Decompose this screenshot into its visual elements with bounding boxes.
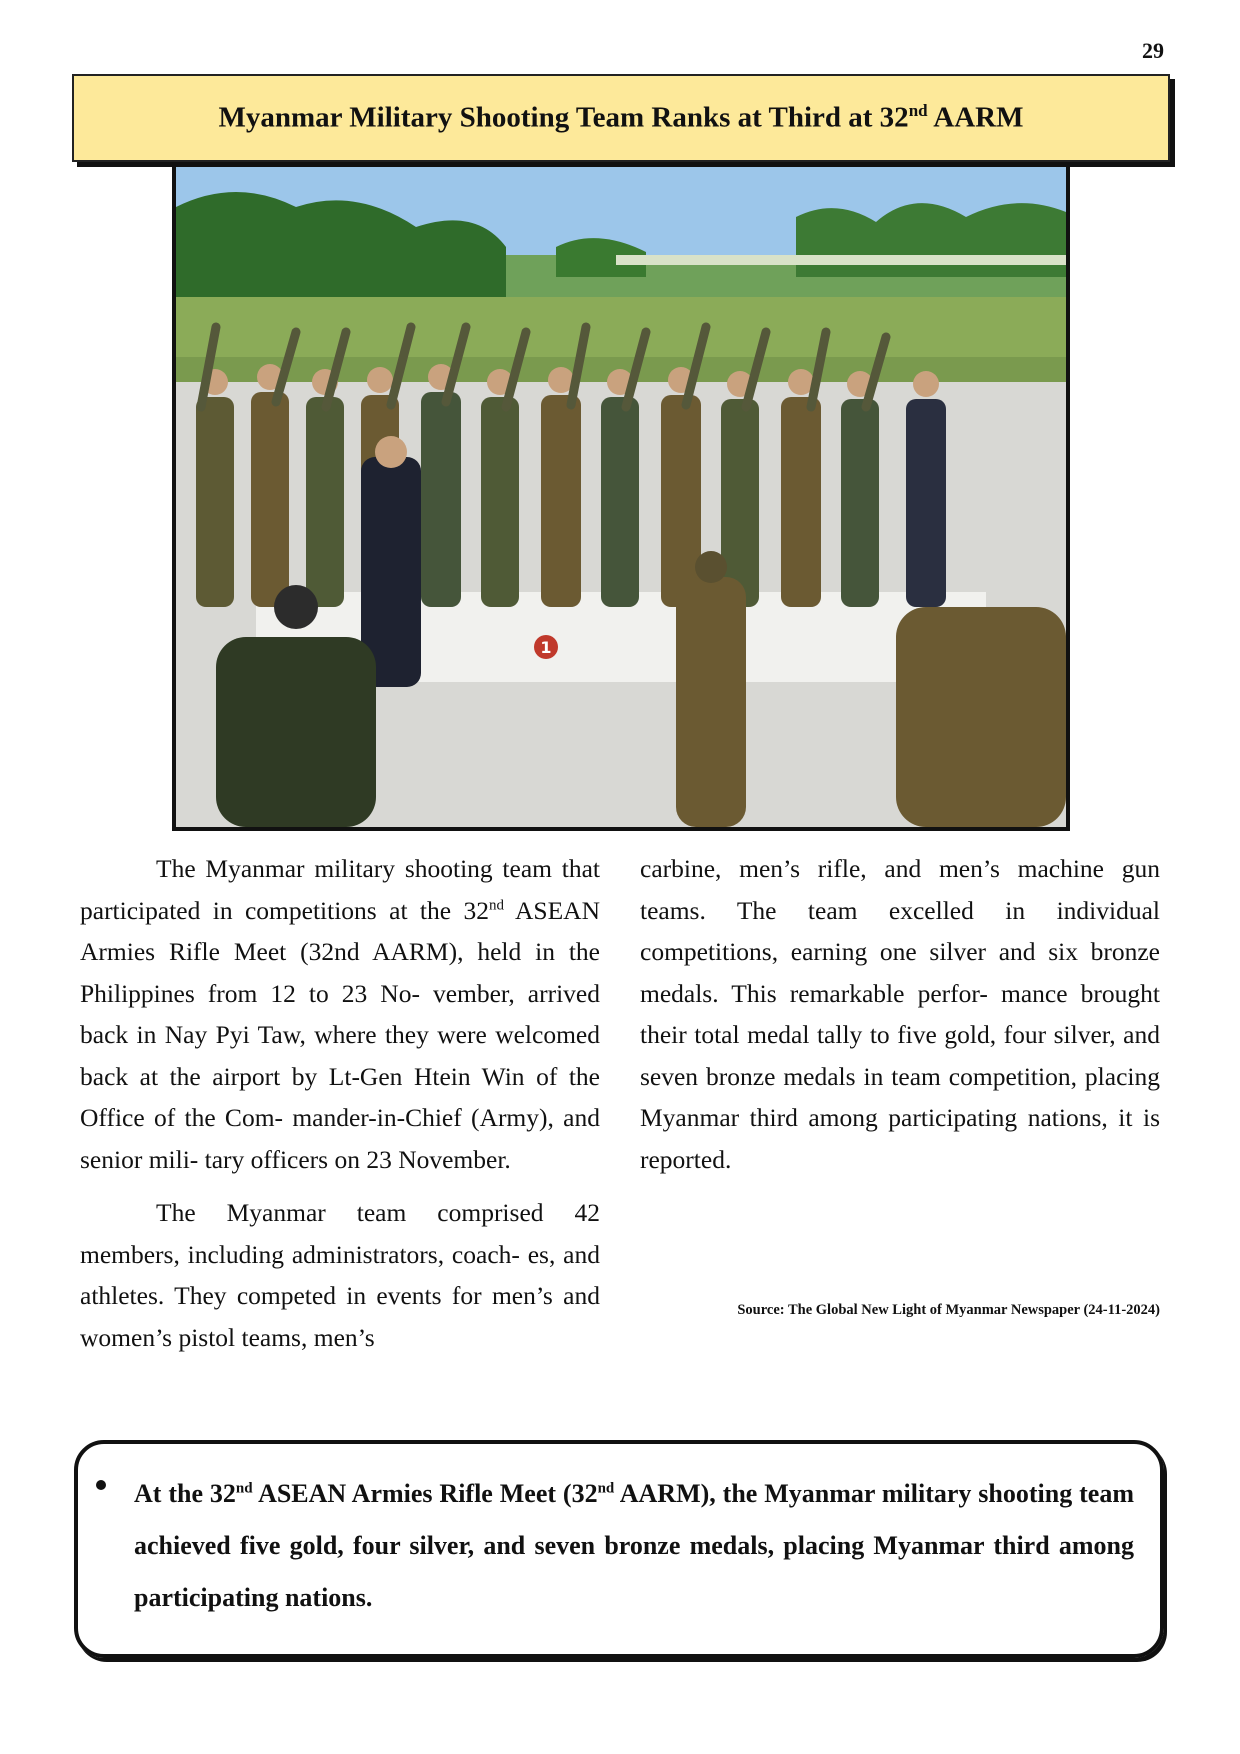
article-paragraph-3: carbine, men’s rifle, and men’s machine gun teams. The team excelled in individual competitions, earning one silver and six bronze medals. This remarkable perfor- mance brought their total medal tally to five gold, four silver, and seven bronze medals in team competition, placing Myanmar third among participating nations, it is reported. — [640, 854, 1160, 1174]
summary-point: At the 32nd ASEAN Armies Rifle Meet (32nd AARM), the Myanmar military shooting team achieved five gold, four silver, and seven bronze medals, placing Myanmar third among participating nations. — [134, 1479, 1134, 1612]
summary-box — [74, 1440, 1164, 1658]
article-title-banner — [72, 74, 1170, 162]
svg-text:1: 1 — [540, 638, 552, 657]
article-paragraph-2: The Myanmar team comprised 42 members, including administrators, coach- es, and athletes. They competed in events for men’s and women’s pistol teams, men’s — [80, 1198, 600, 1352]
photo-ceremony-icon — [176, 167, 1066, 827]
article-paragraph-1: The Myanmar military shooting team that participated in competitions at the 32nd ASEAN Armies Rifle Meet (32nd AARM), held in the Philippines from 12 to 23 No- vember, arrived back in Nay Pyi Taw, where they were welcomed back at the airport by Lt-Gen Htein Win of the Office of the Com- mander-in-Chief (Army), and senior mili- tary officers on 23 November. — [80, 854, 600, 1174]
article-column-left — [80, 848, 600, 1358]
article-column-right — [640, 848, 1160, 1180]
source-citation: Source: The Global New Light of Myanmar Newspaper (24-11-2024) — [737, 1302, 1160, 1318]
article-title: Myanmar Military Shooting Team Ranks at Third at 32nd AARM — [218, 101, 1024, 134]
bullet-icon — [96, 1480, 106, 1490]
page-number: 29 — [1142, 38, 1164, 63]
medal-ceremony-photo — [172, 163, 1070, 831]
